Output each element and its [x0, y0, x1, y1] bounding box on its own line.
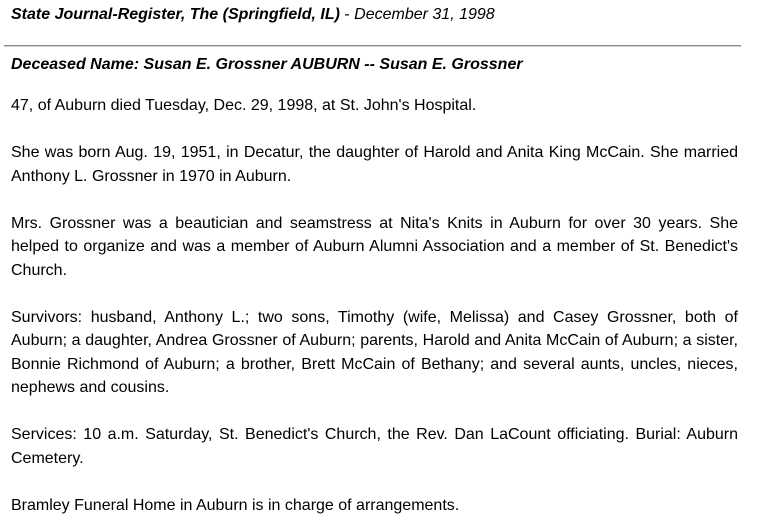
header-separator: - [339, 6, 355, 23]
paragraph-career: Mrs. Grossner was a beautician and seamstress at Nita's Knits in Auburn for over 30 years. She helped to organize and was a member of Auburn Alumni Association and a member of St. Benedict's Church. [11, 214, 738, 279]
horizontal-divider [4, 45, 741, 47]
paragraph-survivors: Survivors: husband, Anthony L.; two sons, Timothy (wife, Melissa) and Casey Grossner, both of Auburn; a daughter, Andrea Grossner of Auburn; parents, Harold and Anita McCain of Auburn; a sister, Bonnie Richmond of Auburn; a brother, Brett McCain of Bethany; and several aunts, uncles, nieces, nephews and cousins. [11, 308, 738, 396]
paragraph-services: Services: 10 a.m. Saturday, St. Benedict's Church, the Rev. Dan LaCount officiating. Burial: Auburn Cemetery. [11, 426, 738, 467]
paragraph-death-notice: 47, of Auburn died Tuesday, Dec. 29, 1998, at St. John's Hospital. [11, 97, 477, 114]
publication-name: State Journal-Register, The (Springfield, IL) [11, 6, 340, 23]
article-header [11, 5, 495, 25]
deceased-name-heading: Deceased Name: Susan E. Grossner AUBURN -- Susan E. Grossner [11, 56, 523, 73]
obituary-body [11, 94, 738, 517]
paragraph-arrangements: Bramley Funeral Home in Auburn is in charge of arrangements. [11, 496, 460, 514]
publication-date: December 31, 1998 [354, 6, 495, 23]
paragraph-birth-marriage: She was born Aug. 19, 1951, in Decatur, the daughter of Harold and Anita King McCain. She married Anthony L. Grossner in 1970 in Auburn. [11, 144, 738, 185]
